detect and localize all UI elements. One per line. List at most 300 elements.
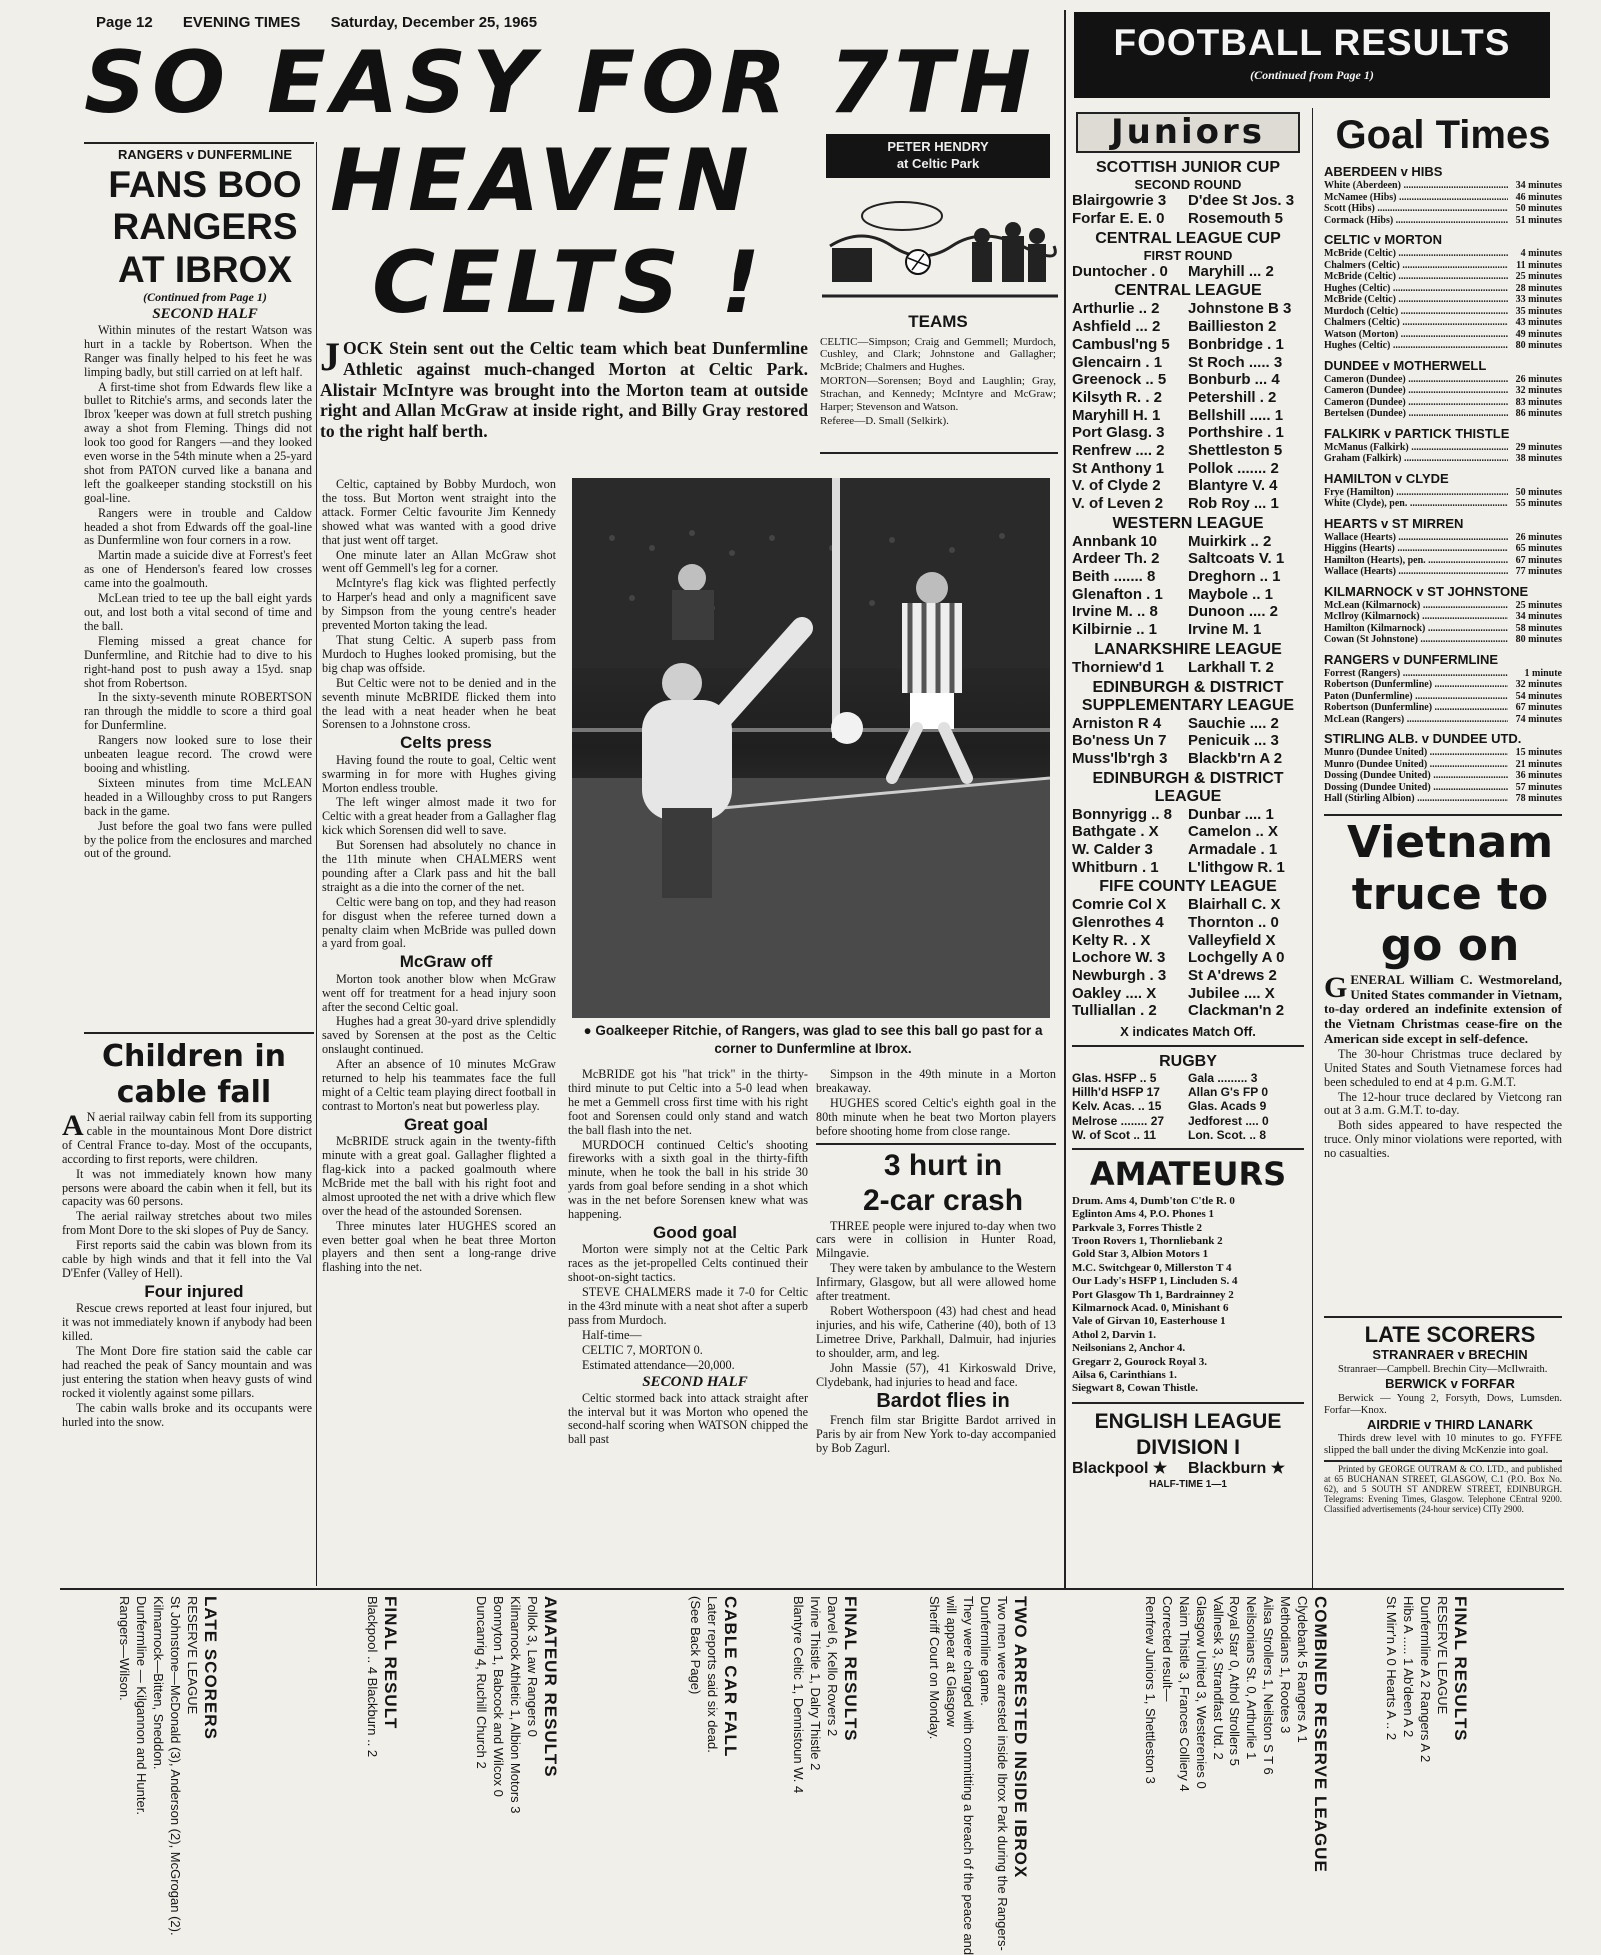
away-team-score: Maryhill ... 2 [1188, 262, 1274, 280]
stop-press-line: Bonnyton 1, Babcock and Wilcox 0 [491, 1596, 507, 1797]
mcgraw-off-subhead: McGraw off [399, 952, 493, 972]
story-paragraph: But Celtic were not to be denied and in the seventh minute McBRIDE flicked them into the lead with a neat header when he beat Sorensen to a Johnstone cross. [322, 675, 556, 732]
morton-lineup: MORTON—Sorensen; Boyd and Laughlin; Gray, Strachan, and Kennedy; McIntyre and McGraw; Harper; Stevenson and Watson. [820, 375, 1056, 413]
goal-time-row [1324, 702, 1562, 714]
home-team-score: Whitburn . 1 [1072, 858, 1159, 876]
result-row [1072, 460, 1304, 478]
away-team-score: Armadale . 1 [1188, 840, 1278, 858]
home-team-score: Glenafton . 1 [1072, 585, 1163, 603]
stop-press-line: Royal Star 0, Athol Strollers 5 [1227, 1596, 1243, 1766]
stop-press-item [1382, 1596, 1470, 1762]
goal-times-match: STIRLING ALB. v DUNDEE UTD. [1324, 731, 1522, 746]
goal-minute: 11 minutes [1516, 259, 1562, 271]
rugby-row [1072, 1114, 1304, 1128]
results-section-title: FIFE COUNTY LEAGUE [1099, 878, 1277, 896]
late-match-text: Stranraer—Campbell. Brechin City—McIlwraith. [1338, 1363, 1548, 1375]
story-paragraph: Both sides appeared to have respected the truce. Only minor violations were reported, with no casualties. [1324, 1118, 1562, 1161]
goal-minute: 26 minutes [1515, 373, 1562, 385]
scorer-name: Higgins (Hearts) ..... [1324, 543, 1508, 555]
goal-minute: 50 minutes [1515, 203, 1562, 214]
result-row [1072, 533, 1304, 551]
amateur-result-line: Our Lady's HSFP 1, Lincluden S. 4 [1072, 1275, 1238, 1288]
goal-minute: 67 minutes [1515, 702, 1562, 713]
scorer-name: Chalmers (Celtic) ..... [1324, 260, 1508, 272]
scorer-name: Dossing (Dundee United) ..... [1324, 770, 1508, 782]
division-title: DIVISION I [1136, 1435, 1240, 1459]
story-paragraph: But Sorensen had absolutely no chance in the 11th minute when CHALMERS went pounding after a Clark pass and hit the ball straight as a die into the corner of the net. [322, 838, 556, 894]
goal-minute: 32 minutes [1515, 679, 1562, 690]
stop-press-line: Irvine Thistle 1, Dalry Thistle 2 [808, 1596, 824, 1771]
away-team-score: Blackb'rn A 2 [1188, 749, 1283, 767]
result-row [1072, 407, 1304, 425]
goal-time-row [1324, 294, 1562, 306]
stop-press-line: St Mirr'n A 0 Hearts A .. 2 [1384, 1596, 1400, 1741]
goal-minute: 21 minutes [1515, 758, 1562, 770]
rangers-title-3: AT IBROX [117, 248, 293, 290]
goal-times-match: HAMILTON v CLYDE [1324, 470, 1449, 486]
scorer-name: Cowan (St Johnstone) ..... [1324, 634, 1508, 646]
result-row [1072, 318, 1304, 336]
away-team-score: Blairhall C. X [1188, 896, 1281, 914]
goal-times-list [1324, 164, 1562, 805]
story-paragraph: McBRIDE struck again in the twenty-fifth minute with a great goal. Gallagher flighted a flag-kick into a packed goalmouth where McBride met the ball with his right foot and almost uprooted the net with a drive which flew over the head of the astounded Sorensen. [322, 1134, 556, 1218]
teams-box [820, 312, 1056, 430]
ball [831, 712, 863, 744]
goal-time-row [1324, 340, 1562, 352]
goal-times-match: ABERDEEN v HIBS [1324, 164, 1443, 179]
away-team-score: Dunoon .... 2 [1188, 603, 1278, 621]
stadium-sketch-illustration [822, 186, 1058, 302]
amateur-result-line: Neilsonians 2, Anchor 4. [1072, 1342, 1186, 1355]
result-row [1072, 477, 1304, 495]
referee: Referee—D. Small (Selkirk). [820, 415, 949, 428]
football-results-title: FOOTBALL RESULTS [1113, 22, 1511, 63]
story-paragraph: Sixteen minutes from time McLEAN headed in a Willoughby cross to put Rangers back in the game. [84, 775, 312, 818]
paper-name: EVENING TIMES [182, 14, 301, 31]
result-row [1072, 300, 1304, 318]
away-team-score: Thornton .. 0 [1188, 914, 1279, 932]
stop-press-title: AMATEUR RESULTS [541, 1596, 560, 1778]
headline-line-3: CELTS ! [372, 233, 767, 333]
teams-title: TEAMS [908, 312, 968, 331]
half-time-score: CELTIC 7, MORTON 0. [582, 1342, 703, 1357]
goal-time-row [1324, 260, 1562, 272]
good-goal-subhead: Good goal [652, 1222, 738, 1242]
goal-minute: 15 minutes [1515, 747, 1562, 758]
home-team-score: W. of Scot .. 11 [1072, 1127, 1157, 1142]
second-half-subhead: SECOND HALF [152, 305, 258, 322]
goal-time-row [1324, 385, 1562, 397]
lead-paragraph: JOCK Stein sent out the Celtic team which beat Dunfermline Athletic against much-changed Morton at Celtic Park. Alistair McIntyre was brought into the Morton team at outside right and Allan McGraw at inside right, and Billy Gray restored to the right half berth. [320, 338, 808, 441]
children-cable-story [62, 1040, 312, 1580]
goal-times-title: Goal Times [1335, 113, 1551, 157]
column-rule [316, 142, 317, 1586]
story-paragraph: MURDOCH continued Celtic's shooting fireworks with a sixth goal in the thirty-fifth minute, when he took the ball in his stride 30 yards from goal before sending in a shot which was in the net before Sorensen knew what was happening. [568, 1137, 808, 1222]
home-team-score: Blairgowrie 3 [1072, 192, 1167, 210]
stop-press-title: FINAL RESULT [381, 1596, 400, 1730]
stop-press-line: Glasgow United 3, Westerenies 0 [1193, 1596, 1209, 1789]
goal-time-row [1324, 329, 1562, 341]
amateur-result-line: Eglinton Ams 4, P.O. Phones 1 [1072, 1208, 1215, 1221]
scorer-name: McBride (Celtic) ..... [1324, 271, 1508, 283]
away-team-score: Lon. Scot. .. 8 [1188, 1127, 1267, 1142]
goal-minute: 33 minutes [1515, 294, 1562, 305]
result-row [1072, 424, 1304, 442]
goal-time-row [1324, 668, 1562, 680]
scorer-name: Munro (Dundee United) ..... [1324, 747, 1508, 759]
stop-press-line: will appear at Glasgow [944, 1596, 960, 1727]
goal-minute: 25 minutes [1515, 599, 1562, 611]
goal-minute: 25 minutes [1515, 271, 1562, 282]
home-team-score: Newburgh . 3 [1072, 967, 1167, 985]
drop-cap: J [320, 338, 340, 379]
scorer-name: Scott (Hibs) ..... [1324, 203, 1508, 215]
byline-place: at Celtic Park [896, 155, 980, 171]
away-team-score: Camelon .. X [1188, 823, 1279, 841]
scorer-name: Frye (Hamilton) ..... [1324, 487, 1508, 499]
scorer-name: Hughes (Celtic) ..... [1324, 283, 1508, 295]
photo-illustration [572, 478, 1050, 1018]
result-row [1072, 841, 1304, 859]
children-title-2: cable fall [116, 1074, 272, 1110]
story-paragraph: THREE people were injured to-day when two cars were in collision in Hunter Road, Milngavie. [816, 1218, 1056, 1261]
home-team-score: W. Calder 3 [1072, 840, 1153, 858]
goal-minute: 34 minutes [1515, 180, 1562, 191]
rugby-row [1072, 1099, 1304, 1113]
home-team-score: Bo'ness Un 7 [1072, 732, 1167, 750]
late-match-title: AIRDRIE v THIRD LANARK [1366, 1416, 1534, 1432]
goal-minute: 38 minutes [1515, 453, 1562, 464]
result-row [1072, 389, 1304, 407]
children-title-1: Children in [102, 1040, 286, 1074]
away-team-score: St Roch ..... 3 [1188, 353, 1283, 371]
goal-minute: 78 minutes [1515, 793, 1562, 804]
scorer-name: Hughes (Celtic) ..... [1324, 340, 1508, 352]
stop-press-title: COMBINED RESERVE LEAGUE [1311, 1596, 1330, 1873]
goal-minute: 32 minutes [1515, 385, 1562, 396]
story-paragraph: Morton were simply not at the Celtic Park races as the jet-propelled Celts continued their shoot-on-sight tactics. [568, 1242, 808, 1285]
away-team-score: Bonburb ... 4 [1188, 371, 1280, 389]
rangers-story [84, 148, 312, 1006]
stop-press-line: Vallnesk 3, Strandfast Utd. 2 [1210, 1596, 1226, 1760]
goal-time-row [1324, 679, 1562, 691]
scorer-name: McNamee (Hibs) ..... [1324, 192, 1508, 204]
second-half-subhead: SECOND HALF [642, 1373, 748, 1390]
rugby-row [1072, 1071, 1304, 1085]
away-team-score: Pollok ....... 2 [1188, 459, 1279, 477]
away-team-score: Dreghorn .. 1 [1188, 568, 1281, 586]
stop-press-area [117, 1596, 1480, 1955]
amateur-result-line: Gregarr 2, Gourock Royal 3. [1072, 1355, 1208, 1368]
vietnam-story [1324, 818, 1562, 1316]
stop-press-line: Blackpool .. 4 Blackburn .. 2 [365, 1596, 380, 1758]
vietnam-title-3: go on [1380, 920, 1520, 972]
rugby-title: RUGBY [1159, 1053, 1217, 1071]
result-row [1072, 932, 1304, 950]
story-paragraph: Morton took another blow when McGraw went off for treatment for a head injury soon after the second Celtic goal. [322, 971, 556, 1014]
amateur-result-line: Drum. Ams 4, Dumb'ton C'tle R. 0 [1072, 1194, 1235, 1207]
stop-press-line: Dunfermline A 2 Rangers A 2 [1418, 1596, 1434, 1763]
stop-press-line: Kilmarnock—Bitten, Sneddon. [151, 1596, 167, 1770]
goal-time-row [1324, 487, 1562, 499]
result-row [1072, 806, 1304, 824]
late-scorers-title: LATE SCORERS [1364, 1322, 1536, 1347]
story-paragraph: Robert Wotherspoon (43) had chest and head injuries, and his wife, Catherine (40), both of 13 Limetree Drive, Parkhall, Dalmuir, had injuries to shoulder, arm, and leg. [816, 1303, 1056, 1360]
result-row [1072, 732, 1304, 750]
goal-minute: 49 minutes [1515, 328, 1562, 340]
goal-time-row [1324, 498, 1562, 510]
results-section-sub: FIRST ROUND [1143, 247, 1233, 263]
stop-press-line: Kilmarnock Athletic 1, Albion Motors 3 [508, 1596, 524, 1814]
goal-time-row [1324, 408, 1562, 420]
result-row [1072, 550, 1304, 568]
scorer-name: McLean (Rangers) ..... [1324, 714, 1508, 726]
byline-box [826, 134, 1050, 178]
goal-time-row [1324, 714, 1562, 726]
goal-minute: 80 minutes [1515, 340, 1562, 351]
home-team-score: Kilsyth R. . 2 [1072, 388, 1163, 406]
goal-time-row [1324, 215, 1562, 227]
divider [84, 142, 314, 144]
result-row [1072, 1002, 1304, 1020]
stop-press-line: Ailsa Strollers 1, Neilston S T 6 [1261, 1596, 1277, 1775]
results-section-title: EDINBURGH & DISTRICT SUPPLEMENTARY LEAGUE [1081, 678, 1295, 714]
scorer-name: Cameron (Dundee) ..... [1324, 374, 1508, 386]
headline-line-1: SO EASY FOR 7TH [84, 33, 1037, 133]
story-paragraph: HUGHES scored Celtic's eighth goal in the 80th minute when he beat two Morton players before shooting home from close range. [816, 1095, 1056, 1138]
goal-time-row [1324, 793, 1562, 805]
away-team-score: Johnstone B 3 [1188, 300, 1292, 318]
story-paragraph: McIntyre's flag kick was flighted perfectly to Harper's head and only a magnificent save by Simpson from the young centre's header prevented Morton taking the lead. [322, 576, 556, 633]
result-row [1072, 896, 1304, 914]
amateur-result-line: Port Glasgow Th 1, Bardrainney 2 [1072, 1288, 1234, 1301]
goal-time-row [1324, 634, 1562, 646]
byline-name: PETER HENDRY [887, 139, 989, 154]
home-team-score: Muss'lb'rgh 3 [1072, 749, 1168, 767]
story-paragraph: Simpson in the 49th minute in a Morton breakaway. [816, 1068, 1056, 1095]
story-paragraph: The cabin walls broke and its occupants were hurled into the snow. [62, 1400, 312, 1429]
amateur-result-line: Vale of Girvan 10, Easterhouse 1 [1072, 1315, 1226, 1328]
result-row [1072, 949, 1304, 967]
story-paragraph: GENERAL William C. Westmoreland, United States commander in Vietnam, to-day ordered an indefinite extension of the Vietnam Christmas cease-fire on the American side except in self-defence. [1324, 970, 1562, 1047]
four-injured-subhead: Four injured [144, 1281, 244, 1301]
goal-minute: 36 minutes [1515, 770, 1562, 781]
goal-minute: 54 minutes [1515, 690, 1562, 702]
divider [820, 452, 1058, 454]
x-note: X indicates Match Off. [1120, 1024, 1256, 1040]
home-team-score: Oakley .... X [1072, 984, 1157, 1002]
goal-minute: 67 minutes [1515, 554, 1562, 566]
scorer-name: Hall (Stirling Albion) ..... [1324, 793, 1508, 805]
goal-minute: 86 minutes [1515, 408, 1562, 419]
scorer-name: Cameron (Dundee) ..... [1324, 397, 1508, 409]
goal-time-row [1324, 374, 1562, 386]
goal-time-row [1324, 623, 1562, 635]
story-paragraph: One minute later an Allan McGraw shot went off Gemmell's leg for a corner. [322, 547, 556, 576]
story-paragraph: The left winger almost made it two for Celtic with a great header from a Gallagher flag kick which Sorensen did well to save. [322, 795, 556, 838]
goal-time-row [1324, 192, 1562, 204]
home-team-score: Lochore W. 3 [1072, 949, 1166, 967]
amateur-result-line: Parkvale 3, Forres Thistle 2 [1072, 1221, 1203, 1234]
divider [1072, 1402, 1304, 1404]
goal-minute: 43 minutes [1515, 317, 1562, 328]
scorer-name: Murdoch (Celtic) ..... [1324, 306, 1508, 318]
away-team-score: Porthshire . 1 [1188, 424, 1284, 442]
goal-times-match: RANGERS v DUNFERMLINE [1324, 651, 1499, 667]
away-team-score: Lochgelly A 0 [1188, 949, 1285, 967]
results-sections [1072, 159, 1304, 1020]
scorer-name: McManus (Falkirk) ..... [1324, 442, 1508, 454]
home-team-score: Glas. HSFP .. 5 [1072, 1071, 1157, 1086]
away-team-score: Gala ......... 3 [1188, 1071, 1258, 1086]
match-report-column-2 [568, 1068, 808, 1586]
goal-minute: 83 minutes [1515, 396, 1562, 408]
bardot-title: Bardot flies in [876, 1390, 1010, 1413]
goal-time-row [1324, 600, 1562, 612]
story-paragraph: Fleming missed a great chance for Dunfermline, and Ritchie had to dive to his right-hand post to push away a 15yd. snap shot from Robertson. [84, 633, 312, 690]
crash-title-1: 3 hurt in [883, 1148, 1003, 1182]
result-row [1072, 336, 1304, 354]
story-paragraph: Rescue crews reported at least four injured, but it was not immediately known if anybody had been killed. [62, 1301, 312, 1344]
home-team-score: Cambusl'ng 5 [1072, 335, 1170, 353]
amateur-result-line: Ailsa 6, Carinthians 1. [1072, 1369, 1177, 1381]
stop-press-line: Sheriff Court on Monday. [927, 1596, 943, 1740]
goal-minute: 29 minutes [1515, 441, 1562, 453]
away-team-score: Allan G's FP 0 [1188, 1085, 1268, 1100]
home-team-score: Port Glasg. 3 [1072, 424, 1165, 442]
away-team-score: Jedforest .... 0 [1188, 1113, 1269, 1128]
goal-time-row [1324, 782, 1562, 794]
goal-time-row [1324, 203, 1562, 215]
away-team-score: Rob Roy ... 1 [1188, 495, 1279, 513]
goal-time-row [1324, 397, 1562, 409]
away-team-score: D'dee St Jos. 3 [1188, 192, 1295, 210]
home-team-score: Glenrothes 4 [1072, 914, 1164, 932]
celts-press-subhead: Celts press [400, 733, 492, 753]
goal-times-match: KILMARNOCK v ST JOHNSTONE [1324, 583, 1529, 599]
goal-time-row [1324, 283, 1562, 295]
result-row [1072, 621, 1304, 639]
away-team-score: Jubilee .... X [1188, 984, 1275, 1002]
stop-press-line: (See Back Page) [688, 1596, 704, 1695]
stop-press-item [472, 1596, 560, 1814]
result-row [1072, 715, 1304, 733]
story-paragraph: French film star Brigitte Bardot arrived in Paris by air from New York to-day accompanied by Bob Zagurl. [816, 1413, 1056, 1456]
home-team-score: Glencairn . 1 [1072, 353, 1163, 371]
away-team-score: Penicuik ... 3 [1188, 732, 1279, 750]
home-team-score: Irvine M. .. 8 [1072, 603, 1158, 621]
result-row [1072, 354, 1304, 372]
stop-press-line: Hibs A ..... 1 Ab'deen A 2 [1401, 1596, 1417, 1738]
story-paragraph: Celtic were bang on top, and they had reason for disgust when the referee turned down a penalty claim when McBride was pulled down a yard from goal. [322, 894, 556, 951]
continued-note: (Continued from Page 1) [143, 290, 267, 305]
result-row [1072, 442, 1304, 460]
goal-minute: 80 minutes [1515, 634, 1562, 645]
drop-cap: G [1324, 970, 1348, 1004]
stop-press-line: Dunfermline — Kilgannon and Hunter. [134, 1596, 150, 1815]
divider [816, 1143, 1056, 1145]
away-team-score: Valleyfield X [1188, 931, 1276, 949]
goal-minute: 28 minutes [1515, 282, 1562, 294]
scorer-name: White (Aberdeen) ..... [1324, 180, 1508, 192]
results-section-title: EDINBURGH & DISTRICT LEAGUE [1092, 769, 1284, 805]
goal-minute: 77 minutes [1515, 566, 1562, 577]
home-team-score: Arthurlie .. 2 [1072, 300, 1160, 318]
home-team-score: Maryhill H. 1 [1072, 406, 1161, 424]
divider [84, 1032, 314, 1034]
story-paragraph: Rangers now looked sure to lose their unbeaten league record. The crowd were booing and whistling. [84, 733, 312, 775]
stop-press-line: Corrected result— [1159, 1596, 1175, 1702]
goal-time-row [1324, 532, 1562, 544]
goal-time-row [1324, 543, 1562, 555]
story-paragraph: Hughes had a great 30-yard drive splendidly saved by Sorensen at the post as the Celtic onslaught continued. [322, 1014, 556, 1057]
late-match-title: STRANRAER v BRECHIN [1372, 1347, 1528, 1363]
goal-time-row [1324, 306, 1562, 318]
goal-time-row [1324, 611, 1562, 623]
late-scorers [1324, 1316, 1562, 1586]
result-row [1072, 659, 1304, 677]
stop-press-line: Nairn Thistle 3, Frances Colliery 4 [1176, 1596, 1192, 1792]
result-row [1072, 985, 1304, 1003]
scorer-name: White (Clyde), pen. ..... [1324, 498, 1508, 510]
stop-press-line: Clydebank 5 Rangers A 1 [1295, 1596, 1310, 1743]
result-row [1072, 967, 1304, 985]
home-team-score: Bathgate . X [1072, 823, 1159, 841]
home-team-score: Tulliallan . 2 [1072, 1002, 1157, 1020]
rangers-kicker: RANGERS v DUNFERMLINE [117, 148, 293, 162]
rangers-title-2: RANGERS [112, 206, 298, 248]
goal-minute: 50 minutes [1515, 486, 1562, 498]
amateur-result-line: Gold Star 3, Albion Motors 1 [1072, 1248, 1209, 1261]
juniors-banner: Juniors [1076, 112, 1300, 153]
amateur-result-line: Kilmarnock Acad. 0, Minishant 6 [1072, 1301, 1229, 1314]
away-team-score: Baillieston 2 [1188, 318, 1277, 336]
scorer-name: McLean (Kilmarnock) ..... [1324, 600, 1508, 612]
printer-imprint: Printed by GEORGE OUTRAM & CO. LTD., and published at 65 BUCHANAN STREET, GLASGOW, C.1 (P.O. Box No. 62), and 5 SOUTH ST ANDREW STREET, EDINBURGH. Telegrams: Evening Times, Glasgow. Telephone CEntral 9200. Classified advertisements (24-hour service) CITy 2900. [1324, 1464, 1562, 1514]
story-paragraph: First reports said the cabin was blown from its cable by high winds and that it fell into the Val D'Enfer (Valley of Hell). [62, 1238, 312, 1280]
away-team-score: Dunbar .... 1 [1188, 805, 1274, 823]
home-team-score: Bonnyrigg .. 8 [1072, 805, 1173, 823]
goal-minute: 1 minute [1524, 667, 1562, 679]
stop-press-title: FINAL RESULTS [1451, 1596, 1470, 1742]
divider [1324, 814, 1562, 816]
results-section-title: CENTRAL LEAGUE [1114, 282, 1262, 300]
home-team-score: Beith ....... 8 [1072, 568, 1156, 586]
stop-press-line: Later reports said six dead. [705, 1596, 720, 1753]
scorer-name: Dossing (Dundee United) ..... [1324, 782, 1508, 794]
scorer-name: McBride (Celtic) ..... [1324, 248, 1508, 260]
football-results-banner [1074, 12, 1550, 98]
stop-press-item [926, 1596, 1030, 1955]
late-match-text: Berwick — Young 2, Forsyth, Dows, Lumsden. Forfar—Knox. [1324, 1392, 1562, 1416]
scorer-name: Graham (Falkirk) ..... [1324, 453, 1508, 465]
away-team-score: Blantyre V. 4 [1188, 477, 1278, 495]
goal-time-row [1324, 759, 1562, 771]
goal-minute: 46 minutes [1515, 191, 1562, 203]
result-row [1072, 823, 1304, 841]
story-paragraph: Having found the route to goal, Celtic went swarming in for more with Hughes giving Morton endless trouble. [322, 752, 556, 795]
amateur-results [1072, 1195, 1304, 1396]
rangers-title-1: FANS BOO [108, 163, 302, 205]
home-team-score: Ashfield ... 2 [1072, 318, 1161, 336]
scorer-name: Paton (Dunfermline) ..... [1324, 691, 1508, 703]
result-row [1072, 568, 1304, 586]
story-paragraph: Just before the goal two fans were pulled by the police from the enclosures and marched out of the ground. [84, 818, 312, 861]
celtic-lineup: CELTIC—Simpson; Craig and Gemmell; Murdoch, Cushley, and Clark; Johnstone and Gallagher; McBride; Chalmers and Hughes. [820, 335, 1056, 373]
great-goal-subhead: Great goal [403, 1114, 489, 1134]
away-team-score: Shettleston 5 [1188, 441, 1283, 459]
home-team-score: Renfrew .... 2 [1072, 441, 1165, 459]
